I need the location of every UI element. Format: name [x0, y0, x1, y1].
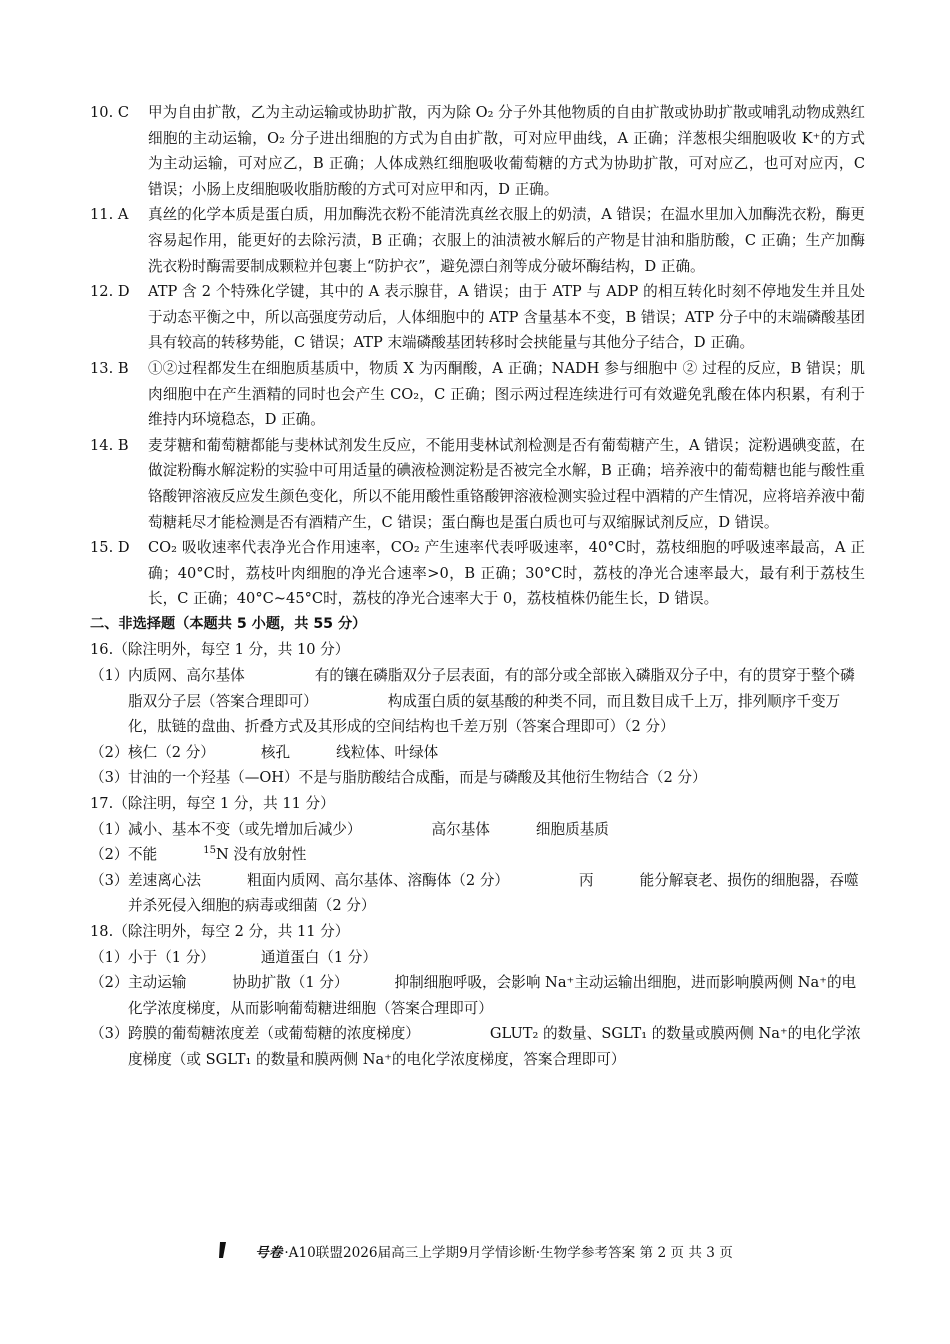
- answer-blank: 甘油的一个羟基（—OH）不是与脂肪酸结合成酯，而是与磷酸及其他衍生物结合（2 分）: [128, 769, 707, 787]
- q16-part-1: [90, 663, 865, 740]
- isotope-mass-number: 15: [203, 845, 216, 857]
- part-number: （1）: [90, 948, 129, 966]
- page-footer: [0, 1240, 950, 1267]
- answer-item-12: [90, 279, 865, 356]
- item-explanation: 麦芽糖和葡萄糖都能与斐林试剂发生反应，不能用斐林试剂检测是否有葡萄糖产生，A 错误；淀粉遇碘变蓝，在做淀粉酶水解淀粉的实验中可用适量的碘液检测淀粉是否被完全水解，B 正确；培养液中的葡萄糖也能与酸性重铬酸钾溶液反应发生颜色变化，所以不能用酸性重铬酸钾溶液检测实验过程中酒精的产生情况，应将培养液中葡萄糖耗尽才能检测是否有酒精产生，C 错误；蛋白酶也是蛋白质也可与双缩脲试剂反应，D 错误。: [148, 436, 865, 531]
- item-explanation: 真丝的化学本质是蛋白质，用加酶洗衣粉不能清洗真丝衣服上的奶渍，A 错误；在温水里加入加酶洗衣粉，酶更容易起作用，能更好的去除污渍，B 正确；衣服上的油渍被水解后的产物是甘油和脂肪酸，C 正确；生产加酶洗衣粉时酶需要制成颗粒并包裹上“防护衣”，避免漂白剂等成分破坏酶结构，D 正确。: [148, 206, 865, 275]
- item-explanation: 甲为自由扩散，乙为主动运输或协助扩散，丙为除 O₂ 分子外其他物质的自由扩散或协助扩散或哺乳动物成熟红细胞的主动运输，O₂ 分子进出细胞的方式为自由扩散，可对应甲曲线，A 正确；洋葱根尖细胞吸收 K⁺的方式为主动运输，可对应乙，B 正确；人体成熟红细胞吸收葡萄糖的方式为协助扩散，可对应乙，也可对应丙，C 错误；小肠上皮细胞吸收脂肪酸的方式可对应甲和丙，D 正确。: [148, 104, 865, 198]
- part-number: （2）: [90, 846, 129, 864]
- part-number: （2）: [90, 743, 129, 761]
- item-explanation: CO₂ 吸收速率代表净光合作用速率，CO₂ 产生速率代表呼吸速率，40°C时，荔枝细胞的呼吸速率最高，A 正确；40°C时，荔枝叶肉细胞的净光合速率>0，B 正确；30°C时，荔枝的净光合速率最大，最有利于荔枝生长，C 正确；40°C~45°C时，荔枝的净光合速率大于 0，荔枝植株仍能生长，D 错误。: [148, 539, 865, 608]
- q17-part-3: [90, 868, 865, 919]
- q17-part-1: [90, 817, 865, 843]
- part-number: （3）: [90, 1025, 129, 1043]
- answer-item-11: [90, 202, 865, 279]
- part-number: （3）: [90, 769, 129, 787]
- answer-blank: 细胞质基质: [535, 820, 609, 838]
- answer-blank: 协助扩散（1 分）: [232, 974, 349, 992]
- footer-text: ·A10联盟2026届高三上学期9月学情诊断·生物学参考答案 第 2 页 共 3 页: [284, 1245, 733, 1261]
- brand-logo-text: 号卷: [255, 1245, 283, 1261]
- answer-blank: 高尔基体: [431, 820, 490, 838]
- answer-blank: 通道蛋白（1 分）: [260, 948, 377, 966]
- answer-blank: 丙: [579, 871, 594, 889]
- item-explanation: ①②过程都发生在细胞质基质中，物质 X 为丙酮酸，A 正确；NADH 参与细胞中 ② 过程的反应，B 错误；肌肉细胞中在产生酒精的同时也会产生 CO₂，C 正确；图示两过程连续进行可有效避免乳酸在体内积累，有利于维持内环境稳态，D 正确。: [148, 359, 865, 429]
- item-explanation: ATP 含 2 个特殊化学键，其中的 A 表示腺苷，A 错误；由于 ATP 与 ADP 的相互转化时刻不停地发生并且处于动态平衡之中，所以高强度劳动后，人体细胞中的 ATP 含量基本不变，B 错误；ATP 分子中的末端磷酸基团具有较高的转移势能，C 错误；ATP 末端磷酸基团转移时会挟能量与其他分子结合，D 正确。: [148, 283, 865, 352]
- answer-item-15: [90, 535, 865, 612]
- answer-blank: 不能: [128, 846, 158, 864]
- answer-blank: 主动运输: [128, 974, 187, 992]
- answer-blank: N 没有放射性: [215, 846, 307, 864]
- item-number: 14. B: [90, 436, 129, 454]
- answer-blank: 粗面内质网、高尔基体、溶酶体（2 分）: [246, 871, 510, 889]
- answer-blank: GLUT₂ 的数量、SGLT₁ 的数量或膜两侧 Na⁺的电化学浓度梯度（或 SGLT₁ 的数量和膜两侧 Na⁺的电化学浓度梯度，答案合理即可）: [128, 1025, 861, 1068]
- q17-part-2: [90, 842, 865, 868]
- q16-part-3: [90, 765, 865, 791]
- item-number: 10. C: [90, 104, 130, 121]
- q18-part-3: [90, 1021, 865, 1072]
- answer-blank: 内质网、高尔基体: [128, 667, 245, 685]
- answer-blank: 核孔: [260, 743, 291, 761]
- item-number: 15. D: [90, 539, 130, 557]
- brand-logo-mark: [217, 1240, 251, 1260]
- section-heading: 二、非选择题（本题共 5 小题，共 55 分）: [90, 615, 367, 632]
- part-number: （1）: [90, 667, 129, 685]
- answer-blank: 小于（1 分）: [128, 948, 215, 966]
- answer-item-14: [90, 433, 865, 535]
- brand-logo-icon: [217, 1240, 251, 1267]
- q18-part-1: [90, 945, 865, 971]
- item-number: 11. A: [90, 206, 129, 224]
- answer-blank: 构成蛋白质的氨基酸的种类不同，而且数目成千上万，排列顺序千变万化，肽链的盘曲、折叠方式及其形成的空间结构也千差万别（答案合理即可）（2 分）: [128, 692, 841, 736]
- answer-blank: 线粒体、叶绿体: [336, 743, 439, 761]
- answer-item-10: [90, 100, 865, 202]
- answer-content: [90, 100, 865, 1073]
- answer-blank: 核仁（2 分）: [128, 743, 215, 761]
- answer-blank: 能分解衰老、损伤的细胞器，吞噬并杀死侵入细胞的病毒或细菌（2 分）: [128, 871, 859, 915]
- item-number: 13. B: [90, 359, 129, 377]
- part-number: （1）: [90, 820, 129, 838]
- answer-blank: 差速离心法: [128, 871, 201, 889]
- part-number: （3）: [90, 871, 129, 889]
- answer-item-13: [90, 356, 865, 433]
- answer-blank: 有的镶在磷脂双分子层表面，有的部分或全部嵌入磷脂双分子中，有的贯穿于整个磷脂双分子层（答案合理即可）: [128, 667, 855, 710]
- question-17-heading: 17.（除注明，每空 1 分，共 11 分）: [90, 795, 335, 813]
- part-number: （2）: [90, 974, 129, 992]
- item-number: 12. D: [90, 283, 130, 301]
- question-18-heading: 18.（除注明外，每空 2 分，共 11 分）: [90, 923, 350, 940]
- answer-blank: 跨膜的葡萄糖浓度差（或葡萄糖的浓度梯度）: [128, 1025, 420, 1043]
- q18-part-2: [90, 970, 865, 1021]
- answer-blank: 抑制细胞呼吸，会影响 Na⁺主动运输出细胞，进而影响膜两侧 Na⁺的电化学浓度梯度，从而影响葡萄糖进细胞（答案合理即可）: [128, 974, 857, 1017]
- q16-part-2: [90, 740, 865, 766]
- answer-blank: 减小、基本不变（或先增加后减少）: [128, 820, 362, 838]
- question-16-heading: 16.（除注明外，每空 1 分，共 10 分）: [90, 641, 350, 659]
